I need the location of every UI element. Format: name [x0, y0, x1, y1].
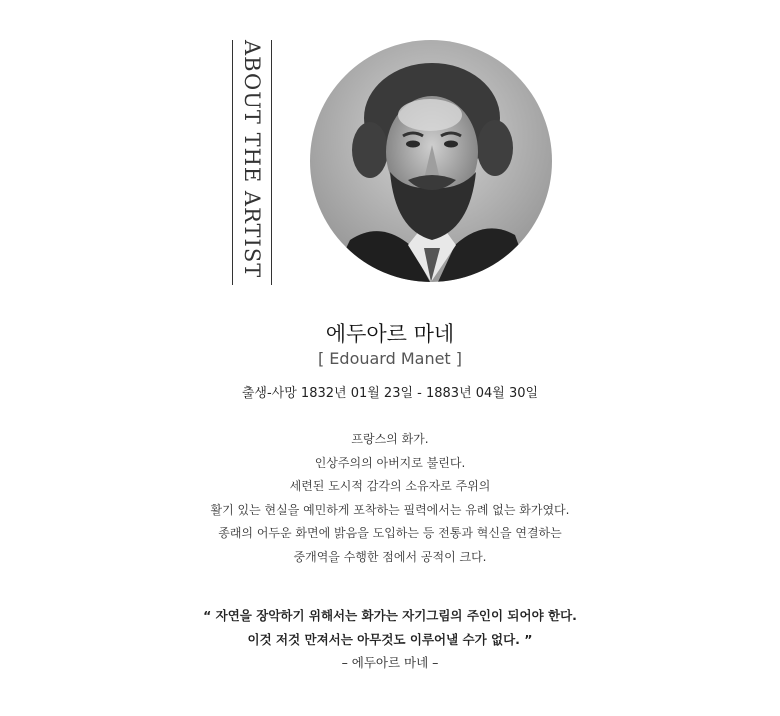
artist-biography: [0, 428, 780, 569]
quote-line: 이것 저것 만져서는 아무것도 이루어낼 수가 없다. ”: [247, 631, 533, 647]
section-heading: ABOUT THE ARTIST: [240, 40, 264, 279]
quote-author: – 에두아르 마네 –: [341, 655, 439, 670]
portrait-image: [310, 40, 552, 282]
artist-quote: [0, 604, 780, 675]
bio-line: 인상주의의 아버지로 불린다.: [314, 455, 466, 470]
artist-latin-name: [ Edouard Manet ]: [317, 349, 463, 368]
bio-line: 중개역을 수행한 점에서 공적이 크다.: [293, 549, 487, 564]
quote-line: “ 자연을 장악하기 위해서는 화가는 자기그림의 주인이 되어야 한다.: [203, 608, 577, 623]
artist-life-dates: 출생-사망 1832년 01월 23일 - 1883년 04월 30일: [241, 386, 539, 401]
bio-line: 종래의 어두운 화면에 밝음을 도입하는 등 전통과 혁신을 연결하는: [218, 526, 562, 540]
section-heading-frame: [232, 40, 272, 285]
artist-name: 에두아르 마네: [325, 322, 455, 346]
artist-portrait: [310, 40, 552, 282]
bio-line: 프랑스의 화가.: [351, 432, 429, 446]
bio-line: 세련된 도시적 감각의 소유자로 주위의: [289, 479, 491, 493]
bio-line: 활기 있는 현실을 예민하게 포착하는 필력에서는 유례 없는 화가였다.: [210, 502, 570, 517]
